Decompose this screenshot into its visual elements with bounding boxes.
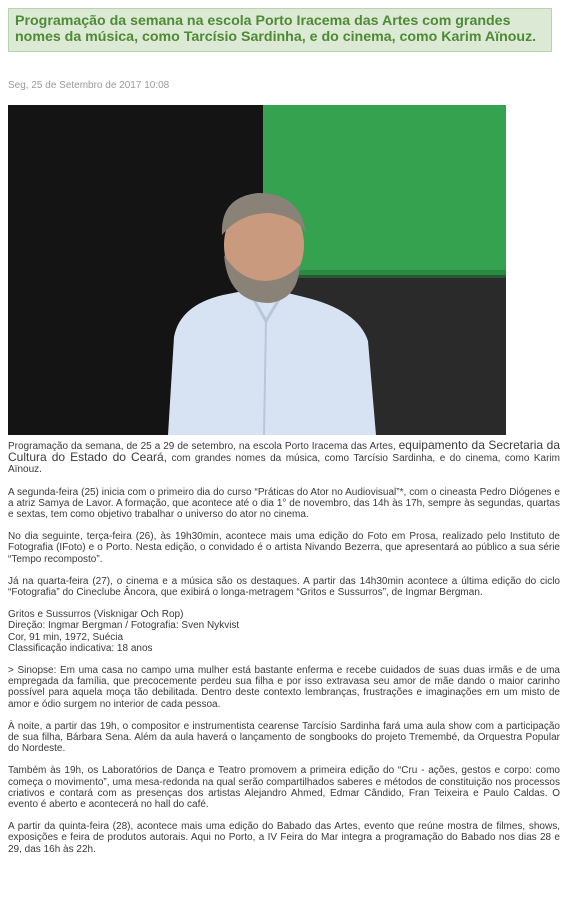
paragraph-synopsis: > Sinopse: Em uma casa no campo uma mulher está bastante enferma e recebe cuidados de suas duas irmãs e de uma empregada da família, que precocemente perdeu sua filha e por isso extravasa seu amor de mãe dando o maior carinho possível para aquela moça tão debilitada. Dentro deste contexto lembranças, frustrações e imaginações em um misto de amor e ódio surgem no interior de cada pessoa.: [8, 665, 560, 710]
paragraph-wednesday: Já na quarta-feira (27), o cinema e a música são os destaques. A partir das 14h30min acontece a última edição do ciclo “Fotografia” do Cineclube Âncora, que exibirá o longa-metragem “Gritos e Sussurros”, de Ingmar Bergman.: [8, 575, 560, 599]
paragraph-tuesday: No dia seguinte, terça-feira (26), às 19h30min, acontece mais uma edição do Foto em Prosa, realizado pelo Instituto de Fotografia (IFoto) e o Porto. Nesta edição, o convidado é o artista Nivando Bezerra, que apresentará ao público a sua série “Tempo recomposto”.: [8, 531, 560, 565]
film-credits: [8, 609, 560, 654]
credit-line: Direção: Ingmar Bergman / Fotografia: Sven Nykvist: [8, 620, 240, 632]
intro-part-2: equipamento da Secretaria da Cultura do Estado do Ceará,: [8, 438, 560, 465]
paragraph-intro: [8, 440, 560, 476]
article-date: Seg, 25 de Setembro de 2017 10:08: [8, 80, 170, 91]
paragraph-laboratories: Também às 19h, os Laboratórios de Dança e Teatro promovem a primeira edição do “Cru - ações, gestos e corpo: como começa o movimento”, uma mesa-redonda na qual serão compartilhados saberes e métodos de constituição nos processos criativos e contará com as presenças dos artistas Alejandro Ahmed, Edmar Cândido, Fran Teixeira e Paulo Caldas. O evento é aberto e acontecerá no hall do café.: [8, 765, 560, 811]
intro-part-1: Programação da semana, de 25 a 29 de setembro, na escola Porto Iracema das Artes,: [8, 441, 396, 452]
credit-line: Classificação indicativa: 18 anos: [8, 642, 153, 654]
paragraph-monday: A segunda-feira (25) inicia com o primeiro dia do curso “Práticas do Ator no Audiovisual”*, com o cineasta Pedro Diógenes e a atriz Samya de Lavor. A formação, que acontece até o dia 1° de novembro, das 14h às 17h, sempre às segundas, quartas e sextas, tem como objetivo trabalhar o universo do ator no cinema.: [8, 486, 560, 521]
portrait-image: [8, 105, 506, 435]
intro-part-3: com grandes nomes da música, como Tarcísio Sardinha, e do cinema, como Karim Aïnouz.: [8, 453, 560, 476]
paragraph-evening: À noite, a partir das 19h, o compositor e instrumentista cearense Tarcísio Sardinha fará uma aula show com a participação de sua filha, Bárbara Sena. Além da aula haverá o lançamento de songbooks do projeto Tremembé, da Orquestra Popular do Nordeste.: [8, 720, 560, 755]
article-photo: [8, 105, 506, 435]
paragraph-thursday: A partir da quinta-feira (28), acontece mais uma edição do Babado das Artes, evento que reúne mostra de filmes, shows, exposições e feira de produtos autorais. Aqui no Porto, a IV Feira do Mar integra a programação do Babado nos dias 28 e 29, das 16h às 22h.: [8, 821, 560, 855]
article-body: [8, 440, 560, 866]
article-title: Programação da semana na escola Porto Iracema das Artes com grandes nomes da música, como Tarcísio Sardinha, e do cinema, como Karim Aïnouz.: [15, 13, 537, 45]
credit-line: Cor, 91 min, 1972, Suécia: [8, 631, 124, 643]
article-title-box: [8, 8, 552, 52]
credit-line: Gritos e Sussurros (Visknigar Och Rop): [8, 609, 184, 621]
